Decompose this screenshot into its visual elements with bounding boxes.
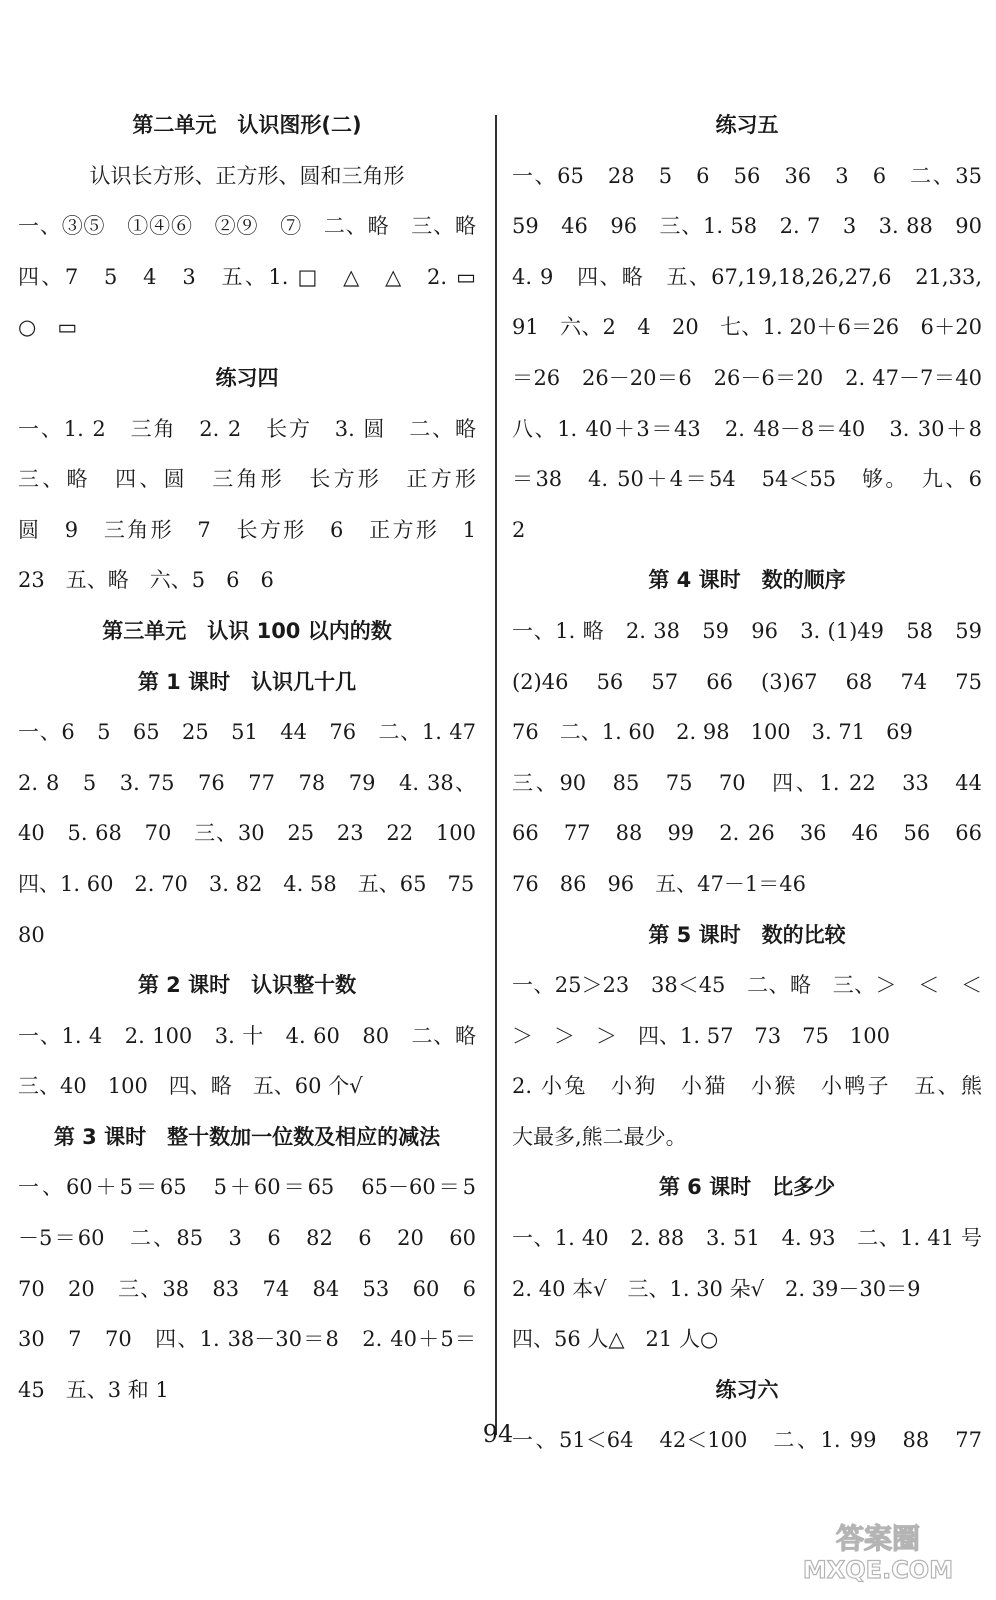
answer-line: 23 五、略 六、5 6 6: [18, 568, 274, 593]
answer-line: 圆 9 三角形 7 长方形 6 正方形 1: [18, 517, 476, 542]
answer-line: 一、1. 4 2. 100 3. 十 4. 60 80 二、略: [18, 1023, 476, 1048]
answer-line: 2. 8 5 3. 75 76 77 78 79 4. 38、: [18, 770, 476, 795]
section-heading: 练习四: [215, 365, 279, 390]
answer-line: 大最多,熊二最少。: [512, 1124, 687, 1149]
answer-line: ＝26 26－20＝6 26－6＝20 2. 47－7＝40: [512, 365, 982, 390]
answer-line: 四、56 人△ 21 人○: [512, 1327, 719, 1352]
answer-line: 80: [18, 922, 45, 947]
answer-line: －5＝60 二、85 3 6 82 6 20 60: [18, 1226, 476, 1251]
section-heading: 练习六: [715, 1377, 779, 1402]
watermark-text-en: MXQE.COM: [802, 1556, 954, 1584]
section-heading: 第 1 课时 认识几十几: [137, 669, 357, 694]
answer-line: 一、1. 略 2. 38 59 96 3. (1)49 58 59: [512, 618, 982, 643]
answer-line: (2)46 56 57 66 (3)67 68 74 75: [512, 669, 982, 694]
answer-line: 45 五、3 和 1: [18, 1377, 169, 1402]
section-heading: 第 3 课时 整十数加一位数及相应的减法: [53, 1124, 441, 1149]
answer-line: 4. 9 四、略 五、67,19,18,26,27,6 21,33,: [512, 264, 982, 289]
answer-line: 91 六、2 4 20 七、1. 20＋6＝26 6＋20: [512, 315, 982, 340]
answer-line: 一、65 28 5 6 56 36 3 6 二、35: [512, 163, 982, 188]
answer-line: 四、7 5 4 3 五、1. □ △ △ 2. ▭: [18, 264, 476, 289]
section-heading: 第 6 课时 比多少: [658, 1175, 836, 1200]
right-column: [512, 100, 982, 1466]
answer-line: 2. 40 本√ 三、1. 30 朵√ 2. 39－30＝9: [512, 1276, 921, 1301]
answer-line: 三、略 四、圆 三角形 长方形 正方形: [18, 467, 476, 492]
answer-line: 一、51＜64 42＜100 二、1. 99 88 77: [512, 1428, 982, 1453]
section-subtitle: 认识长方形、正方形、圆和三角形: [89, 163, 405, 188]
answer-line: 76 二、1. 60 2. 98 100 3. 71 69: [512, 720, 913, 745]
answer-line: 2: [512, 517, 526, 542]
section-heading: 第 2 课时 认识整十数: [137, 973, 357, 998]
section-heading: 第三单元 认识 100 以内的数: [102, 618, 392, 643]
answer-line: 八、1. 40＋3＝43 2. 48－8＝40 3. 30＋8: [512, 416, 982, 441]
watermark-logo: [778, 1516, 978, 1586]
watermark-text-cn: 答案圈: [835, 1522, 921, 1555]
answer-line: 59 46 96 三、1. 58 2. 7 3 3. 88 90: [512, 214, 982, 239]
left-column: [18, 100, 476, 1415]
answer-line: ＞ ＞ ＞ 四、1. 57 73 75 100: [512, 1023, 890, 1048]
answer-line: 三、40 100 四、略 五、60 个√: [18, 1074, 363, 1099]
answer-line: 一、1. 2 三角 2. 2 长方 3. 圆 二、略: [18, 416, 476, 441]
section-heading: 第 5 课时 数的比较: [648, 922, 846, 947]
answer-line: 一、1. 40 2. 88 3. 51 4. 93 二、1. 41 号: [512, 1226, 982, 1251]
answer-line: 一、25＞23 38＜45 二、略 三、＞ ＜ ＜: [512, 973, 982, 998]
answer-line: 40 5. 68 70 三、30 25 23 22 100: [18, 821, 476, 846]
answer-line: 2. 小兔 小狗 小猫 小猴 小鸭子 五、熊: [512, 1074, 982, 1099]
answer-line: ○ ▭: [18, 315, 78, 340]
answer-line: 一、③⑤ ①④⑥ ②⑨ ⑦ 二、略 三、略: [18, 214, 476, 239]
answer-line: 76 86 96 五、47－1＝46: [512, 871, 806, 896]
page-number: 94: [482, 1420, 514, 1448]
answer-line: 66 77 88 99 2. 26 36 46 56 66: [512, 821, 982, 846]
answer-line: 30 7 70 四、1. 38－30＝8 2. 40＋5＝: [18, 1327, 476, 1352]
section-heading: 练习五: [715, 113, 779, 137]
column-divider: [495, 115, 497, 1435]
section-heading: 第二单元 认识图形(二): [132, 113, 362, 137]
answer-line: 四、1. 60 2. 70 3. 82 4. 58 五、65 75: [18, 871, 475, 896]
answer-line: 70 20 三、38 83 74 84 53 60 6: [18, 1276, 476, 1301]
answer-line: ＝38 4. 50＋4＝54 54＜55 够。 九、6: [512, 467, 982, 492]
answer-line: 三、90 85 75 70 四、1. 22 33 44: [512, 770, 982, 795]
answer-line: 一、60＋5＝65 5＋60＝65 65－60＝5: [18, 1175, 476, 1200]
section-heading: 第 4 课时 数的顺序: [648, 568, 846, 593]
answer-line: 一、6 5 65 25 51 44 76 二、1. 47: [18, 720, 476, 745]
